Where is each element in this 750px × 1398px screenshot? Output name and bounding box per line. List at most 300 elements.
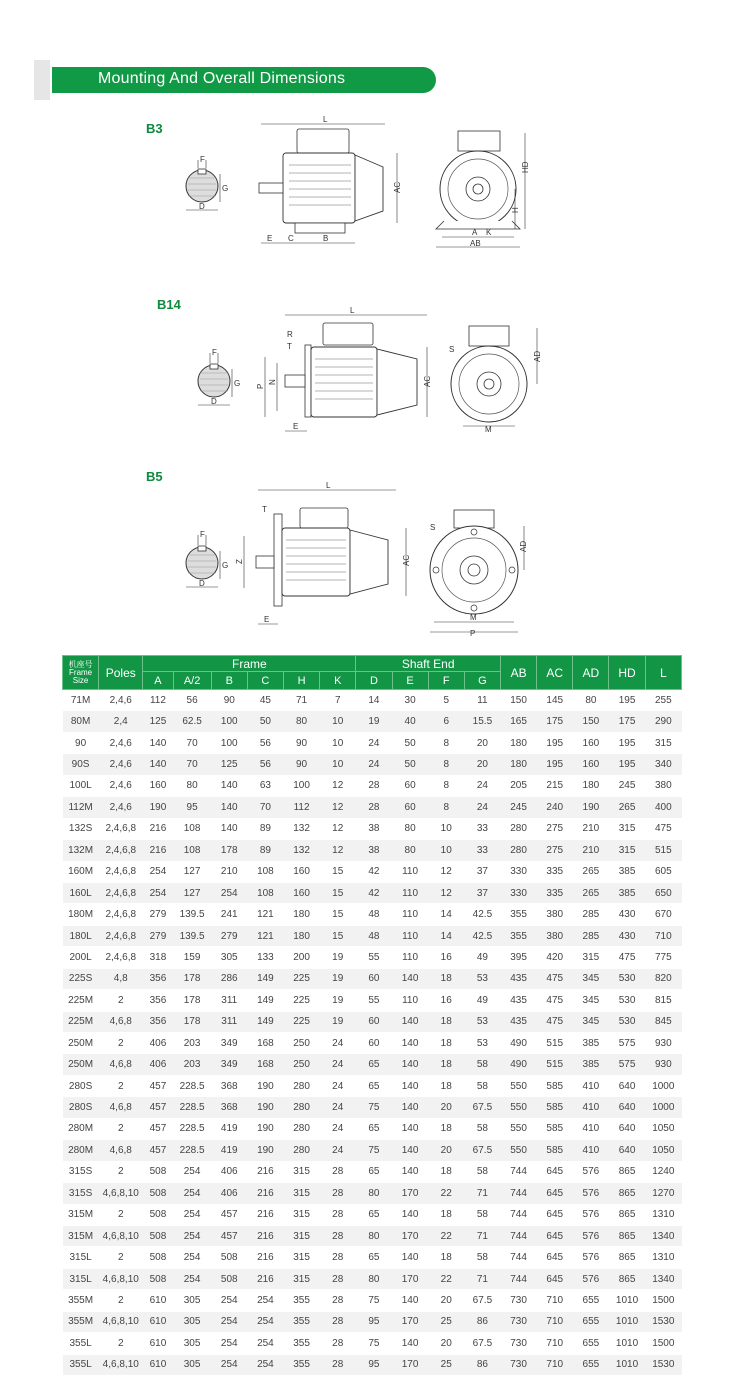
b14-label-e: E bbox=[293, 422, 299, 431]
table-cell: 670 bbox=[645, 904, 681, 925]
table-cell: 10 bbox=[428, 818, 464, 839]
b3-side-view-drawing bbox=[255, 115, 415, 250]
table-cell: 315S bbox=[63, 1161, 99, 1182]
table-cell: 865 bbox=[609, 1268, 645, 1289]
b3-label-g: G bbox=[222, 184, 229, 193]
table-cell: 121 bbox=[247, 925, 283, 946]
table-cell: 49 bbox=[464, 947, 500, 968]
table-cell: 28 bbox=[320, 1290, 356, 1311]
table-cell: 228.5 bbox=[173, 1075, 211, 1096]
mounting-label-b14: B14 bbox=[157, 297, 181, 312]
table-cell: 410 bbox=[573, 1097, 609, 1118]
banner-tab bbox=[34, 60, 50, 100]
table-cell: 285 bbox=[573, 904, 609, 925]
table-cell: 215 bbox=[537, 775, 573, 796]
table-cell: 355 bbox=[283, 1333, 319, 1354]
table-cell: 475 bbox=[609, 947, 645, 968]
table-cell: 254 bbox=[173, 1225, 211, 1246]
table-cell: 56 bbox=[247, 754, 283, 775]
table-cell: 90 bbox=[283, 732, 319, 753]
table-cell: 140 bbox=[392, 1161, 428, 1182]
table-cell: 640 bbox=[609, 1140, 645, 1161]
table-cell: 280M bbox=[63, 1118, 99, 1139]
table-cell: 75 bbox=[356, 1140, 392, 1161]
table-cell: 254 bbox=[173, 1247, 211, 1268]
table-cell: 16 bbox=[428, 947, 464, 968]
col-header-ac: AC bbox=[537, 656, 573, 690]
table-cell: 355 bbox=[283, 1290, 319, 1311]
table-cell: 4,8 bbox=[99, 968, 143, 989]
table-cell: 30 bbox=[392, 690, 428, 711]
table-cell: 140 bbox=[392, 1118, 428, 1139]
table-cell: 930 bbox=[645, 1054, 681, 1075]
table-cell: 180 bbox=[573, 775, 609, 796]
table-cell: 70 bbox=[173, 754, 211, 775]
table-cell: 190 bbox=[247, 1097, 283, 1118]
table-cell: 65 bbox=[356, 1204, 392, 1225]
table-cell: 585 bbox=[537, 1097, 573, 1118]
table-cell: 335 bbox=[537, 861, 573, 882]
b3-label-ac: AC bbox=[393, 181, 402, 193]
table-cell: 340 bbox=[645, 754, 681, 775]
table-cell: 2 bbox=[99, 1247, 143, 1268]
table-cell: 355L bbox=[63, 1333, 99, 1354]
b3-end-view-drawing bbox=[430, 125, 540, 250]
table-cell: 744 bbox=[501, 1183, 537, 1204]
table-row bbox=[63, 968, 682, 989]
col-header-g: G bbox=[464, 672, 500, 690]
table-cell: 241 bbox=[211, 904, 247, 925]
table-cell: 655 bbox=[573, 1311, 609, 1332]
section-title: Mounting And Overall Dimensions bbox=[98, 70, 346, 87]
table-cell: 8 bbox=[428, 775, 464, 796]
table-cell: 80M bbox=[63, 711, 99, 732]
table-cell: 112M bbox=[63, 797, 99, 818]
table-cell: 4,6,8 bbox=[99, 1054, 143, 1075]
table-row bbox=[63, 990, 682, 1011]
b3-label-l: L bbox=[323, 115, 328, 124]
table-cell: 2,4,6 bbox=[99, 732, 143, 753]
table-cell: 585 bbox=[537, 1140, 573, 1161]
table-cell: 457 bbox=[211, 1204, 247, 1225]
table-cell: 610 bbox=[143, 1333, 173, 1354]
table-cell: 168 bbox=[247, 1033, 283, 1054]
table-cell: 28 bbox=[356, 797, 392, 818]
b14-end-view-drawing bbox=[445, 322, 545, 437]
table-cell: 149 bbox=[247, 1011, 283, 1032]
table-cell: 315 bbox=[609, 840, 645, 861]
table-cell: 18 bbox=[428, 1118, 464, 1139]
table-cell: 4,6,8 bbox=[99, 1097, 143, 1118]
table-cell: 53 bbox=[464, 1033, 500, 1054]
table-row bbox=[63, 1097, 682, 1118]
col-header-a-half: A/2 bbox=[173, 672, 211, 690]
table-cell: 254 bbox=[173, 1183, 211, 1204]
table-cell: 576 bbox=[573, 1183, 609, 1204]
b3-label-hd: HD bbox=[521, 161, 530, 173]
table-cell: 175 bbox=[537, 711, 573, 732]
table-cell: 318 bbox=[143, 947, 173, 968]
frame-size-cn: 机座号 bbox=[68, 659, 93, 669]
table-cell: 225 bbox=[283, 1011, 319, 1032]
table-cell: 2,4,6 bbox=[99, 797, 143, 818]
table-cell: 58 bbox=[464, 1054, 500, 1075]
table-cell: 10 bbox=[320, 711, 356, 732]
b3-label-b: B bbox=[323, 234, 329, 243]
table-cell: 305 bbox=[173, 1311, 211, 1332]
frame-size-header bbox=[63, 656, 99, 690]
table-cell: 90 bbox=[283, 754, 319, 775]
table-cell: 16 bbox=[428, 990, 464, 1011]
table-cell: 254 bbox=[211, 1290, 247, 1311]
table-cell: 1010 bbox=[609, 1290, 645, 1311]
table-cell: 2 bbox=[99, 1033, 143, 1054]
table-cell: 80 bbox=[392, 818, 428, 839]
table-row bbox=[63, 1011, 682, 1032]
dimensions-table bbox=[62, 655, 682, 1376]
table-cell: 2,4,6,8 bbox=[99, 840, 143, 861]
table-cell: 730 bbox=[501, 1311, 537, 1332]
table-cell: 356 bbox=[143, 968, 173, 989]
b14-label-g: G bbox=[234, 379, 241, 388]
table-cell: 216 bbox=[143, 818, 173, 839]
table-cell: 28 bbox=[320, 1225, 356, 1246]
table-cell: 710 bbox=[537, 1311, 573, 1332]
table-cell: 550 bbox=[501, 1140, 537, 1161]
table-cell: 475 bbox=[537, 968, 573, 989]
table-row bbox=[63, 1075, 682, 1096]
table-cell: 315 bbox=[283, 1225, 319, 1246]
table-cell: 2 bbox=[99, 1333, 143, 1354]
table-cell: 610 bbox=[143, 1290, 173, 1311]
table-cell: 60 bbox=[392, 775, 428, 796]
table-cell: 28 bbox=[320, 1247, 356, 1268]
table-cell: 15 bbox=[320, 904, 356, 925]
table-cell: 121 bbox=[247, 904, 283, 925]
table-cell: 24 bbox=[320, 1118, 356, 1139]
table-cell: 159 bbox=[173, 947, 211, 968]
table-cell: 2,4,6,8 bbox=[99, 882, 143, 903]
table-cell: 550 bbox=[501, 1075, 537, 1096]
b5-label-t: T bbox=[262, 505, 267, 514]
table-cell: 190 bbox=[247, 1118, 283, 1139]
table-cell: 265 bbox=[573, 861, 609, 882]
table-cell: 330 bbox=[501, 861, 537, 882]
b5-label-e: E bbox=[264, 615, 270, 624]
table-cell: 1010 bbox=[609, 1354, 645, 1375]
table-cell: 315 bbox=[573, 947, 609, 968]
table-cell: 195 bbox=[537, 732, 573, 753]
table-cell: 25 bbox=[428, 1354, 464, 1375]
table-cell: 42.5 bbox=[464, 904, 500, 925]
table-cell: 610 bbox=[143, 1311, 173, 1332]
table-cell: 110 bbox=[392, 882, 428, 903]
b14-label-t: T bbox=[287, 342, 292, 351]
table-cell: 195 bbox=[609, 732, 645, 753]
table-cell: 108 bbox=[173, 840, 211, 861]
table-cell: 28 bbox=[320, 1161, 356, 1182]
table-cell: 37 bbox=[464, 882, 500, 903]
table-cell: 190 bbox=[247, 1075, 283, 1096]
table-cell: 355 bbox=[283, 1311, 319, 1332]
table-cell: 58 bbox=[464, 1161, 500, 1182]
table-cell: 62.5 bbox=[173, 711, 211, 732]
table-row bbox=[63, 925, 682, 946]
table-cell: 865 bbox=[609, 1247, 645, 1268]
table-cell: 18 bbox=[428, 968, 464, 989]
table-cell: 33 bbox=[464, 818, 500, 839]
table-cell: 10 bbox=[320, 732, 356, 753]
table-row bbox=[63, 1311, 682, 1332]
table-cell: 508 bbox=[143, 1268, 173, 1289]
col-header-ab: AB bbox=[501, 656, 537, 690]
table-cell: 53 bbox=[464, 1011, 500, 1032]
table-cell: 100 bbox=[211, 711, 247, 732]
table-cell: 22 bbox=[428, 1183, 464, 1204]
table-cell: 42 bbox=[356, 882, 392, 903]
table-cell: 178 bbox=[173, 1011, 211, 1032]
table-row bbox=[63, 1140, 682, 1161]
table-cell: 20 bbox=[428, 1097, 464, 1118]
table-cell: 508 bbox=[211, 1247, 247, 1268]
table-cell: 140 bbox=[392, 1033, 428, 1054]
table-cell: 457 bbox=[211, 1225, 247, 1246]
table-cell: 22 bbox=[428, 1225, 464, 1246]
table-cell: 20 bbox=[464, 732, 500, 753]
table-cell: 419 bbox=[211, 1140, 247, 1161]
table-cell: 53 bbox=[464, 968, 500, 989]
table-cell: 1010 bbox=[609, 1333, 645, 1354]
table-cell: 8 bbox=[428, 797, 464, 818]
table-cell: 139.5 bbox=[173, 904, 211, 925]
table-cell: 265 bbox=[609, 797, 645, 818]
table-cell: 457 bbox=[143, 1140, 173, 1161]
table-cell: 420 bbox=[537, 947, 573, 968]
table-cell: 140 bbox=[392, 1204, 428, 1225]
table-cell: 71 bbox=[464, 1183, 500, 1204]
table-cell: 368 bbox=[211, 1075, 247, 1096]
table-cell: 250 bbox=[283, 1054, 319, 1075]
table-cell: 10 bbox=[428, 840, 464, 861]
table-cell: 430 bbox=[609, 904, 645, 925]
table-cell: 210 bbox=[573, 840, 609, 861]
b3-label-c: C bbox=[288, 234, 294, 243]
table-cell: 75 bbox=[356, 1333, 392, 1354]
table-cell: 280 bbox=[283, 1097, 319, 1118]
table-cell: 4,6,8,10 bbox=[99, 1225, 143, 1246]
table-cell: 305 bbox=[173, 1333, 211, 1354]
table-row bbox=[63, 1204, 682, 1225]
b14-label-p: P bbox=[256, 383, 265, 389]
table-cell: 605 bbox=[645, 861, 681, 882]
table-cell: 645 bbox=[537, 1204, 573, 1225]
table-cell: 315 bbox=[283, 1204, 319, 1225]
shaft-group-header: Shaft End bbox=[356, 656, 501, 672]
table-cell: 58 bbox=[464, 1247, 500, 1268]
table-cell: 190 bbox=[247, 1140, 283, 1161]
table-cell: 160L bbox=[63, 882, 99, 903]
table-cell: 2,4,6,8 bbox=[99, 947, 143, 968]
table-cell: 140 bbox=[392, 1097, 428, 1118]
table-cell: 490 bbox=[501, 1054, 537, 1075]
table-cell: 108 bbox=[173, 818, 211, 839]
table-cell: 254 bbox=[247, 1333, 283, 1354]
table-cell: 80 bbox=[356, 1183, 392, 1204]
b5-label-l: L bbox=[326, 481, 331, 490]
table-cell: 2,4,6 bbox=[99, 775, 143, 796]
table-cell: 640 bbox=[609, 1075, 645, 1096]
table-cell: 5 bbox=[428, 690, 464, 711]
table-cell: 140 bbox=[392, 1075, 428, 1096]
table-cell: 410 bbox=[573, 1118, 609, 1139]
table-cell: 576 bbox=[573, 1204, 609, 1225]
table-cell: 508 bbox=[143, 1225, 173, 1246]
table-cell: 150 bbox=[573, 711, 609, 732]
table-cell: 279 bbox=[143, 904, 173, 925]
table-cell: 930 bbox=[645, 1033, 681, 1054]
table-cell: 18 bbox=[428, 1033, 464, 1054]
table-row bbox=[63, 882, 682, 903]
table-cell: 203 bbox=[173, 1033, 211, 1054]
col-header-d: D bbox=[356, 672, 392, 690]
section-banner bbox=[52, 67, 436, 93]
table-cell: 110 bbox=[392, 861, 428, 882]
table-cell: 710 bbox=[537, 1333, 573, 1354]
table-cell: 140 bbox=[392, 1247, 428, 1268]
b3-label-a: A bbox=[472, 228, 478, 237]
table-cell: 349 bbox=[211, 1054, 247, 1075]
table-cell: 4,6,8,10 bbox=[99, 1354, 143, 1375]
table-cell: 56 bbox=[173, 690, 211, 711]
b5-label-ad: AD bbox=[519, 540, 528, 552]
table-cell: 28 bbox=[320, 1183, 356, 1204]
table-cell: 110 bbox=[392, 990, 428, 1011]
table-cell: 645 bbox=[537, 1161, 573, 1182]
table-row bbox=[63, 1118, 682, 1139]
col-header-ad: AD bbox=[573, 656, 609, 690]
frame-size-en1: Frame bbox=[69, 667, 93, 677]
table-cell: 2,4 bbox=[99, 711, 143, 732]
table-cell: 160 bbox=[573, 732, 609, 753]
table-cell: 37 bbox=[464, 861, 500, 882]
table-cell: 127 bbox=[173, 882, 211, 903]
table-cell: 90S bbox=[63, 754, 99, 775]
table-cell: 210 bbox=[211, 861, 247, 882]
table-cell: 170 bbox=[392, 1268, 428, 1289]
table-cell: 140 bbox=[392, 968, 428, 989]
table-cell: 380 bbox=[537, 925, 573, 946]
table-cell: 515 bbox=[537, 1054, 573, 1075]
table-cell: 55 bbox=[356, 947, 392, 968]
table-cell: 280 bbox=[501, 840, 537, 861]
table-cell: 140 bbox=[392, 1140, 428, 1161]
table-cell: 2 bbox=[99, 990, 143, 1011]
table-cell: 410 bbox=[573, 1140, 609, 1161]
table-cell: 178 bbox=[173, 990, 211, 1011]
table-cell: 508 bbox=[143, 1183, 173, 1204]
table-cell: 1270 bbox=[645, 1183, 681, 1204]
table-cell: 140 bbox=[143, 754, 173, 775]
frame-group-header: Frame bbox=[143, 656, 356, 672]
table-cell: 1530 bbox=[645, 1311, 681, 1332]
table-header bbox=[63, 656, 682, 690]
table-cell: 245 bbox=[609, 775, 645, 796]
b14-label-r: R bbox=[287, 330, 293, 339]
table-cell: 315 bbox=[609, 818, 645, 839]
table-cell: 55 bbox=[356, 990, 392, 1011]
table-cell: 71 bbox=[283, 690, 319, 711]
table-row bbox=[63, 1033, 682, 1054]
table-cell: 576 bbox=[573, 1268, 609, 1289]
table-cell: 515 bbox=[645, 840, 681, 861]
col-header-l: L bbox=[645, 656, 681, 690]
table-cell: 228.5 bbox=[173, 1097, 211, 1118]
table-cell: 95 bbox=[173, 797, 211, 818]
table-cell: 2 bbox=[99, 1075, 143, 1096]
table-cell: 132 bbox=[283, 840, 319, 861]
table-cell: 1240 bbox=[645, 1161, 681, 1182]
table-cell: 140 bbox=[143, 732, 173, 753]
table-cell: 2,4,6,8 bbox=[99, 904, 143, 925]
table-cell: 355M bbox=[63, 1311, 99, 1332]
table-cell: 655 bbox=[573, 1354, 609, 1375]
table-row bbox=[63, 1290, 682, 1311]
table-cell: 1010 bbox=[609, 1311, 645, 1332]
table-cell: 550 bbox=[501, 1118, 537, 1139]
table-cell: 1000 bbox=[645, 1075, 681, 1096]
col-header-hd: HD bbox=[609, 656, 645, 690]
table-cell: 20 bbox=[464, 754, 500, 775]
table-cell: 86 bbox=[464, 1311, 500, 1332]
b3-label-e: E bbox=[267, 234, 273, 243]
table-row bbox=[63, 775, 682, 796]
table-cell: 12 bbox=[320, 797, 356, 818]
table-cell: 4,6,8,10 bbox=[99, 1268, 143, 1289]
table-cell: 457 bbox=[143, 1075, 173, 1096]
table-cell: 180M bbox=[63, 904, 99, 925]
table-cell: 15 bbox=[320, 861, 356, 882]
b14-side-view-drawing bbox=[255, 307, 435, 437]
table-cell: 90 bbox=[63, 732, 99, 753]
table-cell: 279 bbox=[143, 925, 173, 946]
table-cell: 2,4,6,8 bbox=[99, 818, 143, 839]
table-cell: 95 bbox=[356, 1311, 392, 1332]
table-cell: 50 bbox=[392, 732, 428, 753]
b14-label-d: D bbox=[211, 397, 217, 406]
table-cell: 22 bbox=[428, 1268, 464, 1289]
table-cell: 4,6,8 bbox=[99, 1140, 143, 1161]
b5-label-s: S bbox=[430, 523, 436, 532]
table-cell: 385 bbox=[609, 861, 645, 882]
table-row bbox=[63, 840, 682, 861]
table-cell: 216 bbox=[247, 1225, 283, 1246]
table-cell: 45 bbox=[247, 690, 283, 711]
table-cell: 865 bbox=[609, 1161, 645, 1182]
table-cell: 8 bbox=[428, 754, 464, 775]
table-cell: 24 bbox=[320, 1075, 356, 1096]
table-cell: 280S bbox=[63, 1097, 99, 1118]
table-cell: 279 bbox=[211, 925, 247, 946]
b3-label-ab: AB bbox=[470, 239, 481, 248]
b3-shaft-section-drawing bbox=[180, 150, 230, 220]
table-cell: 4,6,8,10 bbox=[99, 1311, 143, 1332]
table-cell: 216 bbox=[247, 1161, 283, 1182]
table-cell: 100L bbox=[63, 775, 99, 796]
table-cell: 65 bbox=[356, 1075, 392, 1096]
table-cell: 1000 bbox=[645, 1097, 681, 1118]
table-cell: 530 bbox=[609, 990, 645, 1011]
table-row bbox=[63, 754, 682, 775]
